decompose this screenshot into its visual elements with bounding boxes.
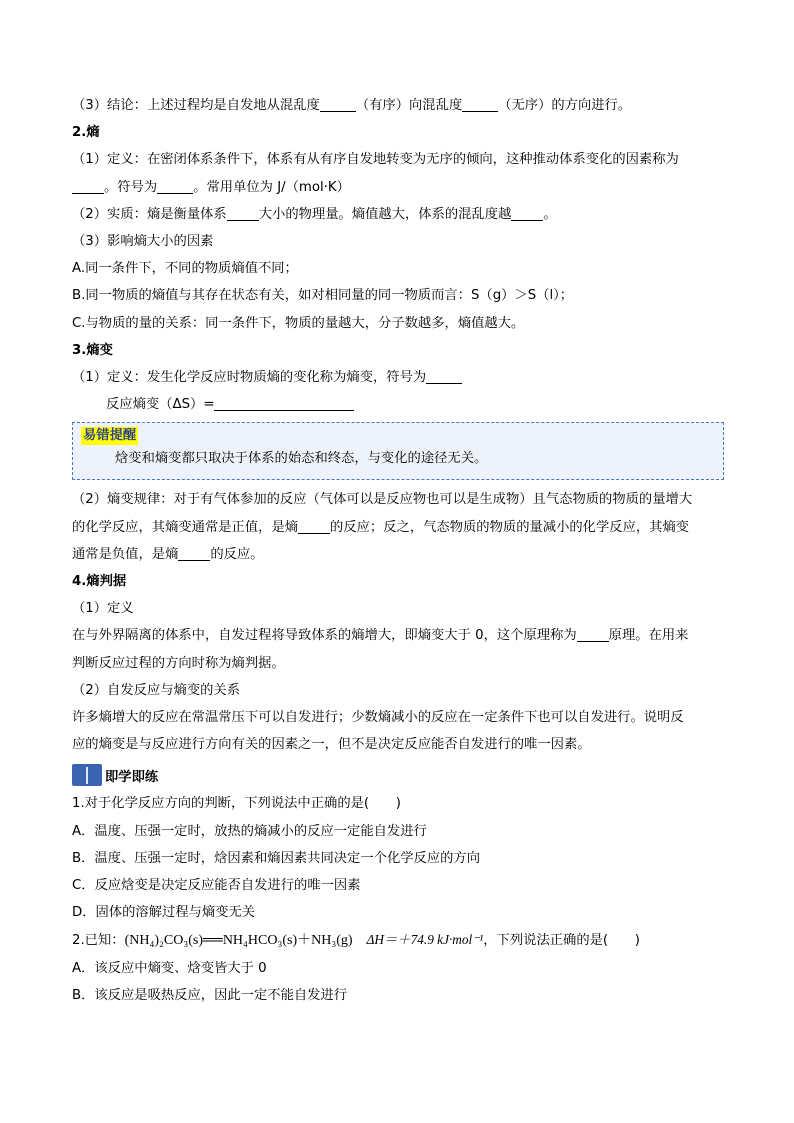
chemical-equation: (NH₄)₂CO₃(s)══NH₄HCO₃(s)＋NH₃(g) <box>124 933 367 949</box>
practice-header <box>72 762 724 788</box>
text: 的反应。 <box>210 546 264 562</box>
option-a: A．该反应中熵变、焓变皆大于 0 <box>72 960 267 976</box>
paragraph-line: （3）影响熵大小的因素 <box>72 234 214 250</box>
content <box>72 92 724 1009</box>
text: （1）定义：发生化学反应时物质熵的变化称为熵变，符号为 <box>72 370 427 386</box>
text: 。常用单位为 J/（mol·K） <box>193 179 350 195</box>
text: （3）结论：上述过程均是自发地从混乱度 <box>72 98 320 113</box>
paragraph-line <box>72 391 724 418</box>
option-b: B．该反应是吸热反应，因此一定不能自发进行 <box>72 987 348 1003</box>
text: （有序）向混乱度 <box>355 98 463 113</box>
section-heading: 4.熵判据 <box>72 574 127 590</box>
paragraph-line: 应的熵变是与反应进行方向有关的因素之一，但不是决定反应能否自发进行的唯一因素。 <box>72 737 591 753</box>
text: 大小的物理量。熵值越大，体系的混乱度越 <box>258 206 512 222</box>
answer-blank[interactable] <box>157 179 193 194</box>
text: 的反应；反之，气态物质的物质的量减小的化学反应，其熵变 <box>330 519 690 535</box>
answer-blank[interactable] <box>577 627 609 642</box>
answer-blank[interactable] <box>298 519 330 534</box>
paragraph-line <box>72 201 724 228</box>
text: （2）实质：熵是衡量体系 <box>72 206 227 222</box>
paragraph-line: C.与物质的量的关系：同一条件下，物质的量越大，分子数越多，熵值越大。 <box>72 315 525 331</box>
answer-blank[interactable] <box>227 206 259 221</box>
tip-body: 焓变和熵变都只取决于体系的始态和终态，与变化的途径无关。 <box>115 451 488 467</box>
paragraph-line: 判断反应过程的方向时称为熵判据。 <box>72 655 285 671</box>
answer-blank[interactable] <box>72 179 104 194</box>
paragraph-line <box>72 622 724 649</box>
option-d: D．固体的溶解过程与熵变无关 <box>72 905 256 921</box>
paragraph-line <box>72 541 724 568</box>
answer-blank[interactable] <box>178 546 210 561</box>
tip-box <box>72 422 724 480</box>
question-2 <box>72 926 724 954</box>
option-b: B．温度、压强一定时，焓因素和熵因素共同决定一个化学反应的方向 <box>72 850 481 866</box>
paragraph-line: （2）自发反应与熵变的关系 <box>72 682 241 698</box>
option-a: A．温度、压强一定时，放热的熵减小的反应一定能自发进行 <box>72 823 427 839</box>
paragraph-line <box>72 514 724 541</box>
paragraph-line <box>72 364 724 391</box>
conclusion-line <box>72 92 724 119</box>
text: ，下列说法正确的是( ) <box>483 933 640 949</box>
enthalpy-value: ΔH＝＋74.9 kJ·mol⁻¹ <box>366 932 484 948</box>
book-icon <box>72 764 102 786</box>
option-c: C．反应焓变是决定反应能否自发进行的唯一因素 <box>72 878 361 894</box>
paragraph-line: （2）熵变规律：对于有气体参加的反应（气体可以是反应物也可以是生成物）且气态物质的物质的量增大 <box>72 492 693 508</box>
section-heading: 3.熵变 <box>72 342 113 358</box>
text: 。符号为 <box>104 179 158 195</box>
answer-blank[interactable] <box>214 396 354 411</box>
practice-title: 即学即练 <box>105 769 159 785</box>
paragraph-line: A.同一条件下，不同的物质熵值不同； <box>72 261 298 277</box>
answer-blank[interactable] <box>426 369 462 384</box>
text: 的化学反应，其熵变通常是正值，是熵 <box>72 519 299 535</box>
answer-blank[interactable] <box>320 97 356 112</box>
paragraph-line: 许多熵增大的反应在常温常压下可以自发进行；少数熵减小的反应在一定条件下也可以自发进行。说明反 <box>72 710 684 726</box>
paragraph-line <box>72 174 724 201</box>
text: 原理。在用来 <box>608 628 689 644</box>
answer-blank[interactable] <box>511 206 543 221</box>
text: 通常是负值，是熵 <box>72 546 179 562</box>
text: 在与外界隔离的体系中，自发过程将导致体系的熵增大，即熵变大于 0，这个原理称为 <box>72 628 577 644</box>
paragraph-line: （1）定义：在密闭体系条件下，体系有从有序自发地转变为无序的倾向，这种推动体系变化的因素称为 <box>72 152 679 168</box>
answer-blank[interactable] <box>462 97 498 112</box>
section-heading: 2.熵 <box>72 125 100 141</box>
text: 反应熵变（ΔS）= <box>106 397 215 413</box>
question-1: 1.对于化学反应方向的判断，下列说法中正确的是( ) <box>72 796 401 812</box>
tip-title: 易错提醒 <box>83 428 137 444</box>
text: 2.已知： <box>72 933 125 949</box>
text: （无序）的方向进行。 <box>498 98 632 113</box>
paragraph-line: （1）定义 <box>72 601 134 617</box>
paragraph-line: B.同一物质的熵值与其存在状态有关，如对相同量的同一物质而言：S（g）＞S（l）； <box>72 288 574 304</box>
text: 。 <box>543 206 557 222</box>
